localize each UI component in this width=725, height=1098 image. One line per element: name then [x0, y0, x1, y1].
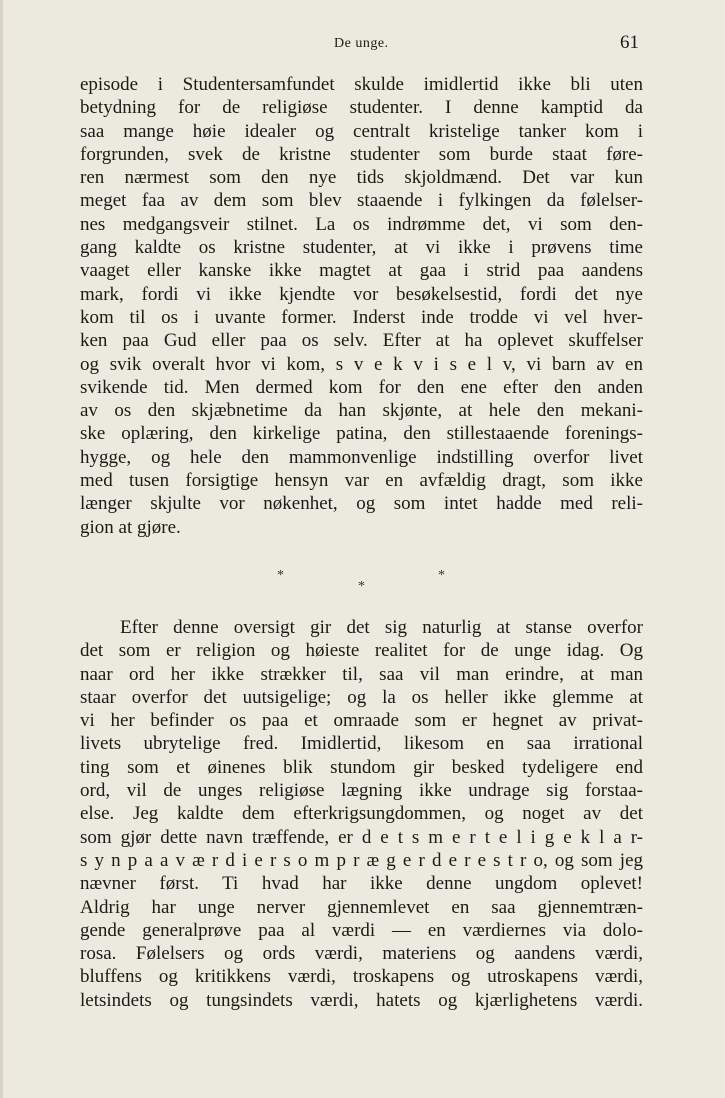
asterisk-mark: * — [277, 568, 284, 583]
text-line: saa mange høie idealer og centralt kristelige tanker kom i — [80, 120, 643, 142]
text-line: episode i Studentersamfundet skulde imidlertid ikke bli uten — [80, 74, 643, 95]
text-line: det som er religion og høieste realitet for de unge idag. Og — [80, 640, 643, 662]
page-header — [0, 30, 725, 60]
text-line: længer skjulte vor nøkenhet, og som intet hadde med reli- — [80, 493, 643, 515]
asterisk-mark: * — [438, 568, 445, 583]
paragraph-2 — [80, 616, 643, 1012]
text-line: rosa. Følelsers og ords værdi, materiens og aandens værdi, — [80, 943, 643, 965]
text-line: mark, fordi vi ikke kjendte vor besøkelsestid, fordi det nye — [80, 283, 643, 305]
text-line: gion at gjøre. — [80, 516, 181, 538]
text-line: nævner først. Ti hvad har ikke denne ungdom oplevet! — [80, 873, 643, 895]
text-line: nes medgangsveir stilnet. La os indrømme det, vi som den- — [80, 213, 643, 235]
text-line: ske oplæring, den kirkelige patina, den stillestaaende forenings- — [80, 423, 643, 445]
text-line: else. Jeg kaldte dem efterkrigsungdommen, og noget av det — [80, 803, 643, 825]
text-line: meget faa av dem som blev staaende i fylkingen da følelser- — [80, 190, 643, 212]
text-line: med tusen forsigtige hensyn var en avfældig dragt, som ikke — [80, 470, 643, 492]
text-line: hygge, og hele den mammonvenlige indstilling overfor livet — [80, 446, 643, 468]
text-line: som gjør dette navn træffende, er d e t s m e r t e l i g e k l a r- — [80, 826, 643, 848]
text-line: ord, vil de unges religiøse lægning ikke undrage sig forstaa- — [80, 780, 643, 802]
text-line: og svik overalt hvor vi kom, s v e k v i s e l v, vi barn av en — [80, 353, 643, 375]
page-edge — [0, 0, 3, 1098]
text-line: livets ubrytelige fred. Imidlertid, likesom en saa irrational — [80, 733, 643, 755]
text-line: gang kaldte os kristne studenter, at vi ikke i prøvens time — [80, 237, 643, 259]
text-line: letsindets og tungsindets værdi, hatets og kjærlighetens værdi. — [80, 989, 643, 1011]
paragraph-1 — [80, 73, 643, 539]
text-line: Efter denne oversigt gir det sig naturlig at stanse overfor — [120, 617, 643, 638]
text-line: vi her befinder os paa et omraade som er hegnet av privat- — [80, 710, 643, 732]
text-line: av os den skjæbnetime da han skjønte, at hele den mekani- — [80, 400, 643, 422]
text-line: Aldrig har unge nerver gjennemlevet en saa gjennemtræn- — [80, 896, 643, 918]
section-separator — [0, 568, 725, 598]
running-title: De unge. — [334, 36, 389, 51]
text-line: kom til os i uvante former. Inderst inde trodde vi vel hver- — [80, 306, 643, 328]
text-line: betydning for de religiøse studenter. I denne kamptid da — [80, 97, 643, 119]
text-line: ren nærmest som den nye tids skjoldmænd. Det var kun — [80, 167, 643, 189]
text-line: s y n p a a v æ r d i e r s o m p r æ g e r d e r e s t r o, og som jeg — [80, 849, 643, 871]
text-line: ken paa Gud eller paa os selv. Efter at ha oplevet skuffelser — [80, 330, 643, 352]
text-line: forgrunden, svek de kristne studenter som burde staat føre- — [80, 143, 643, 165]
text-line: ting som et øinenes blik stundom gir besked tydeligere end — [80, 756, 643, 778]
text-line: staar overfor det uutsigelige; og la os heller ikke glemme at — [80, 686, 643, 708]
page-number: 61 — [620, 32, 639, 53]
text-line: bluffens og kritikkens værdi, troskapens og utroskapens værdi, — [80, 966, 643, 988]
text-line: svikende tid. Men dermed kom for den ene efter den anden — [80, 376, 643, 398]
asterisk-mark: * — [358, 579, 365, 594]
text-line: vaaget eller kanske ikke magtet at gaa i strid paa aandens — [80, 260, 643, 282]
text-line: naar ord her ikke strækker til, saa vil man erindre, at man — [80, 663, 643, 685]
text-line: gende generalprøve paa al værdi — en værdiernes via dolo- — [80, 919, 643, 941]
